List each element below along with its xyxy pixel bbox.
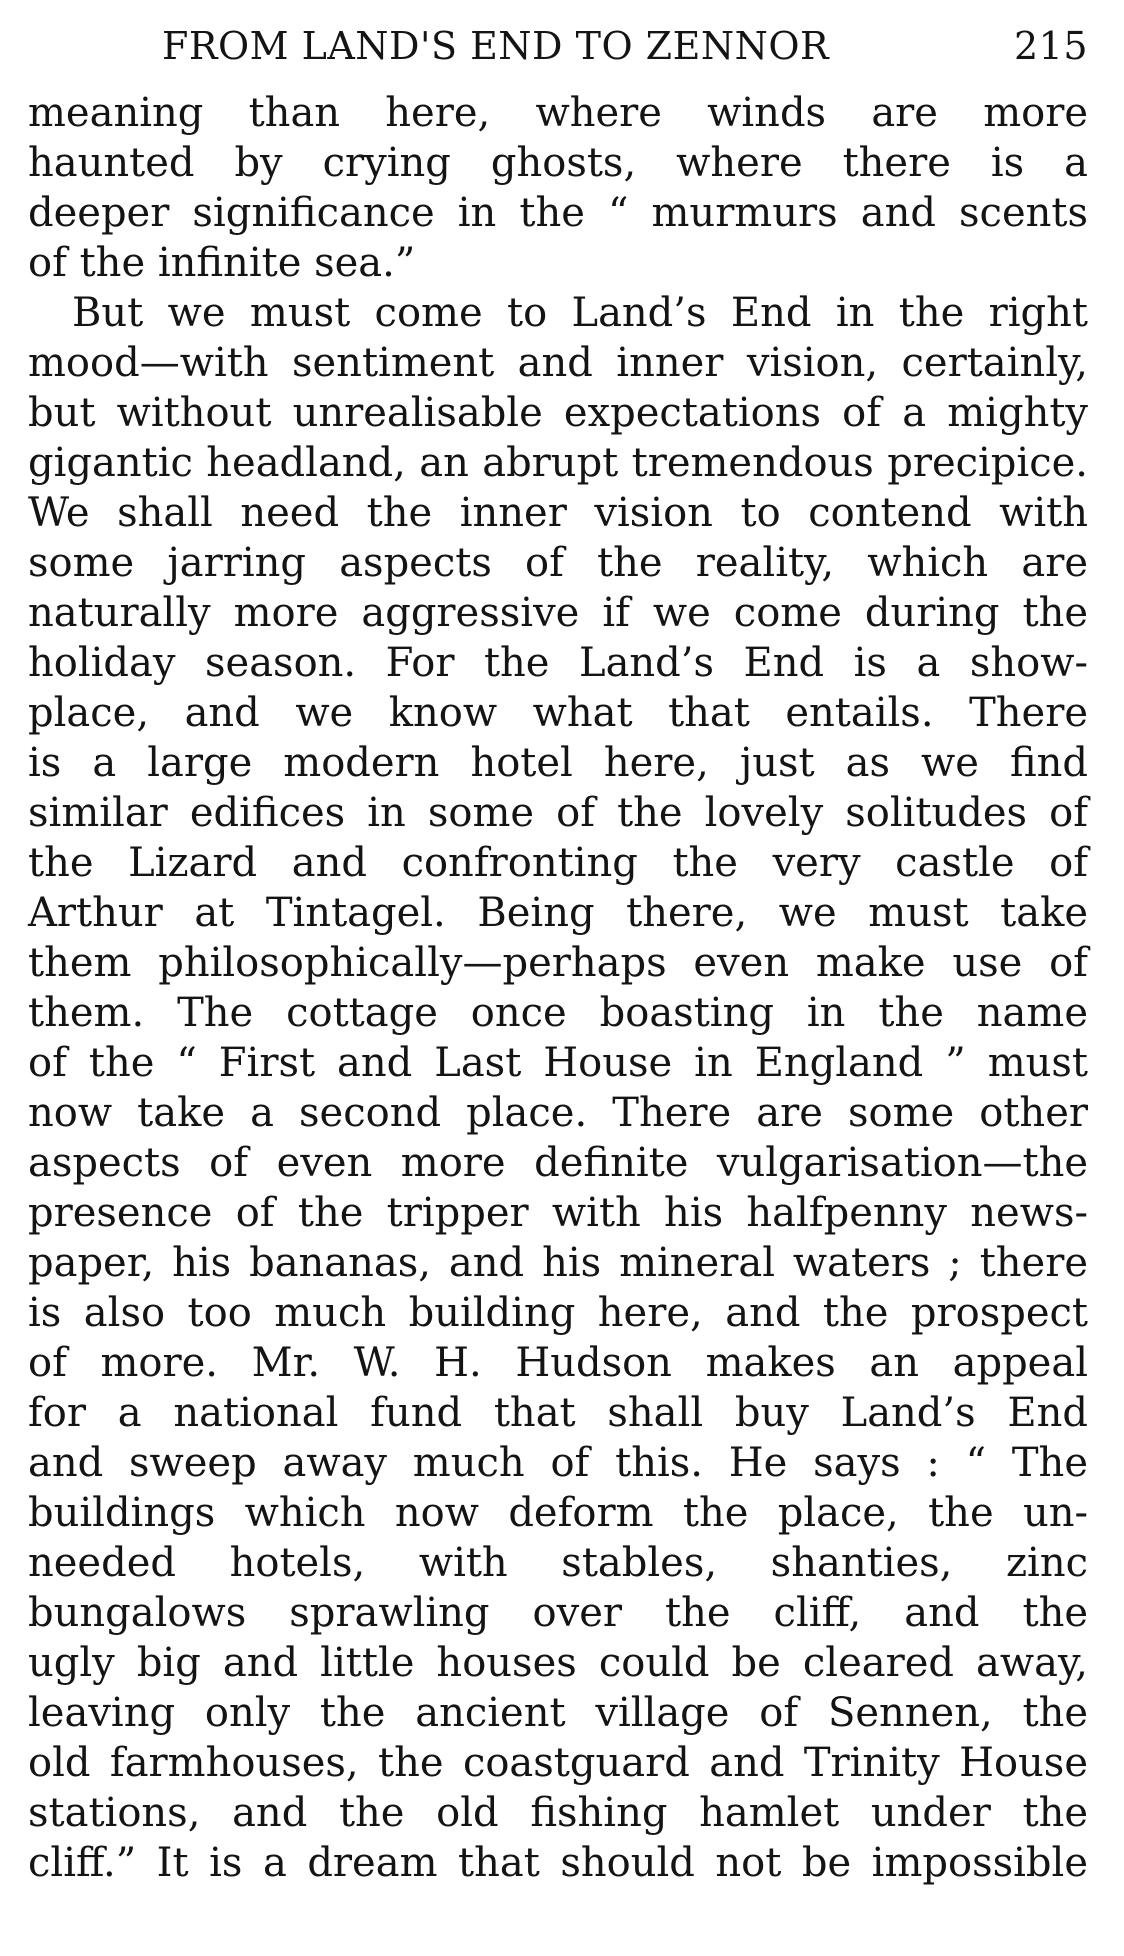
text-line: them philosophically—perhaps even make use of [28,940,1088,986]
running-head [28,24,1088,88]
text-line: them. The cottage once boasting in the name [28,990,1088,1036]
paragraph [28,88,1088,288]
text-line: meaning than here, where winds are more [28,90,1088,136]
text-line: needed hotels, with stables, shanties, zinc [28,1540,1088,1586]
text-line: cliff.” It is a dream that should not be impossible [28,1840,1088,1886]
text-line: aspects of even more definite vulgarisation—the [28,1140,1088,1186]
book-page [28,24,1088,1888]
text-line: but without unrealisable expectations of a mighty [28,390,1088,436]
text-line: now take a second place. There are some other [28,1090,1088,1136]
running-title: FROM LAND'S END TO ZENNOR [162,24,830,68]
paragraph [28,288,1088,1888]
text-line: similar edifices in some of the lovely solitudes of [28,790,1088,836]
text-line: But we must come to Land’s End in the right [72,290,1088,336]
text-line: holiday season. For the Land’s End is a show- [28,640,1088,686]
page-number: 215 [1013,24,1088,68]
text-line: of the infinite sea.” [28,240,416,286]
text-line: some jarring aspects of the reality, which are [28,540,1088,586]
text-line: We shall need the inner vision to contend with [28,490,1088,536]
text-line: leaving only the ancient village of Sennen, the [28,1690,1088,1736]
text-line: haunted by crying ghosts, where there is a [28,140,1088,186]
body-text [28,88,1088,1888]
text-line: and sweep away much of this. He says : “ The [28,1440,1088,1486]
text-line: is a large modern hotel here, just as we find [28,740,1088,786]
text-line: of the “ First and Last House in England ” must [28,1040,1088,1086]
text-line: bungalows sprawling over the cliff, and the [28,1590,1088,1636]
text-line: mood—with sentiment and inner vision, certainly, [28,340,1088,386]
text-line: gigantic headland, an abrupt tremendous precipice. [28,440,1088,486]
text-line: for a national fund that shall buy Land’s End [28,1390,1088,1436]
text-line: ugly big and little houses could be cleared away, [28,1640,1088,1686]
text-line: presence of the tripper with his halfpenny news- [28,1190,1088,1236]
text-line: deeper significance in the “ murmurs and scents [28,190,1088,236]
text-line: naturally more aggressive if we come during the [28,590,1088,636]
text-line: buildings which now deform the place, the un- [28,1490,1088,1536]
text-line: Arthur at Tintagel. Being there, we must take [28,890,1088,936]
text-line: old farmhouses, the coastguard and Trinity House [28,1740,1088,1786]
text-line: is also too much building here, and the prospect [28,1290,1088,1336]
text-line: the Lizard and confronting the very castle of [28,840,1088,886]
text-line: paper, his bananas, and his mineral waters ; there [28,1240,1088,1286]
text-line: stations, and the old fishing hamlet under the [28,1790,1088,1836]
text-line: of more. Mr. W. H. Hudson makes an appeal [28,1340,1088,1386]
text-line: place, and we know what that entails. There [28,690,1088,736]
